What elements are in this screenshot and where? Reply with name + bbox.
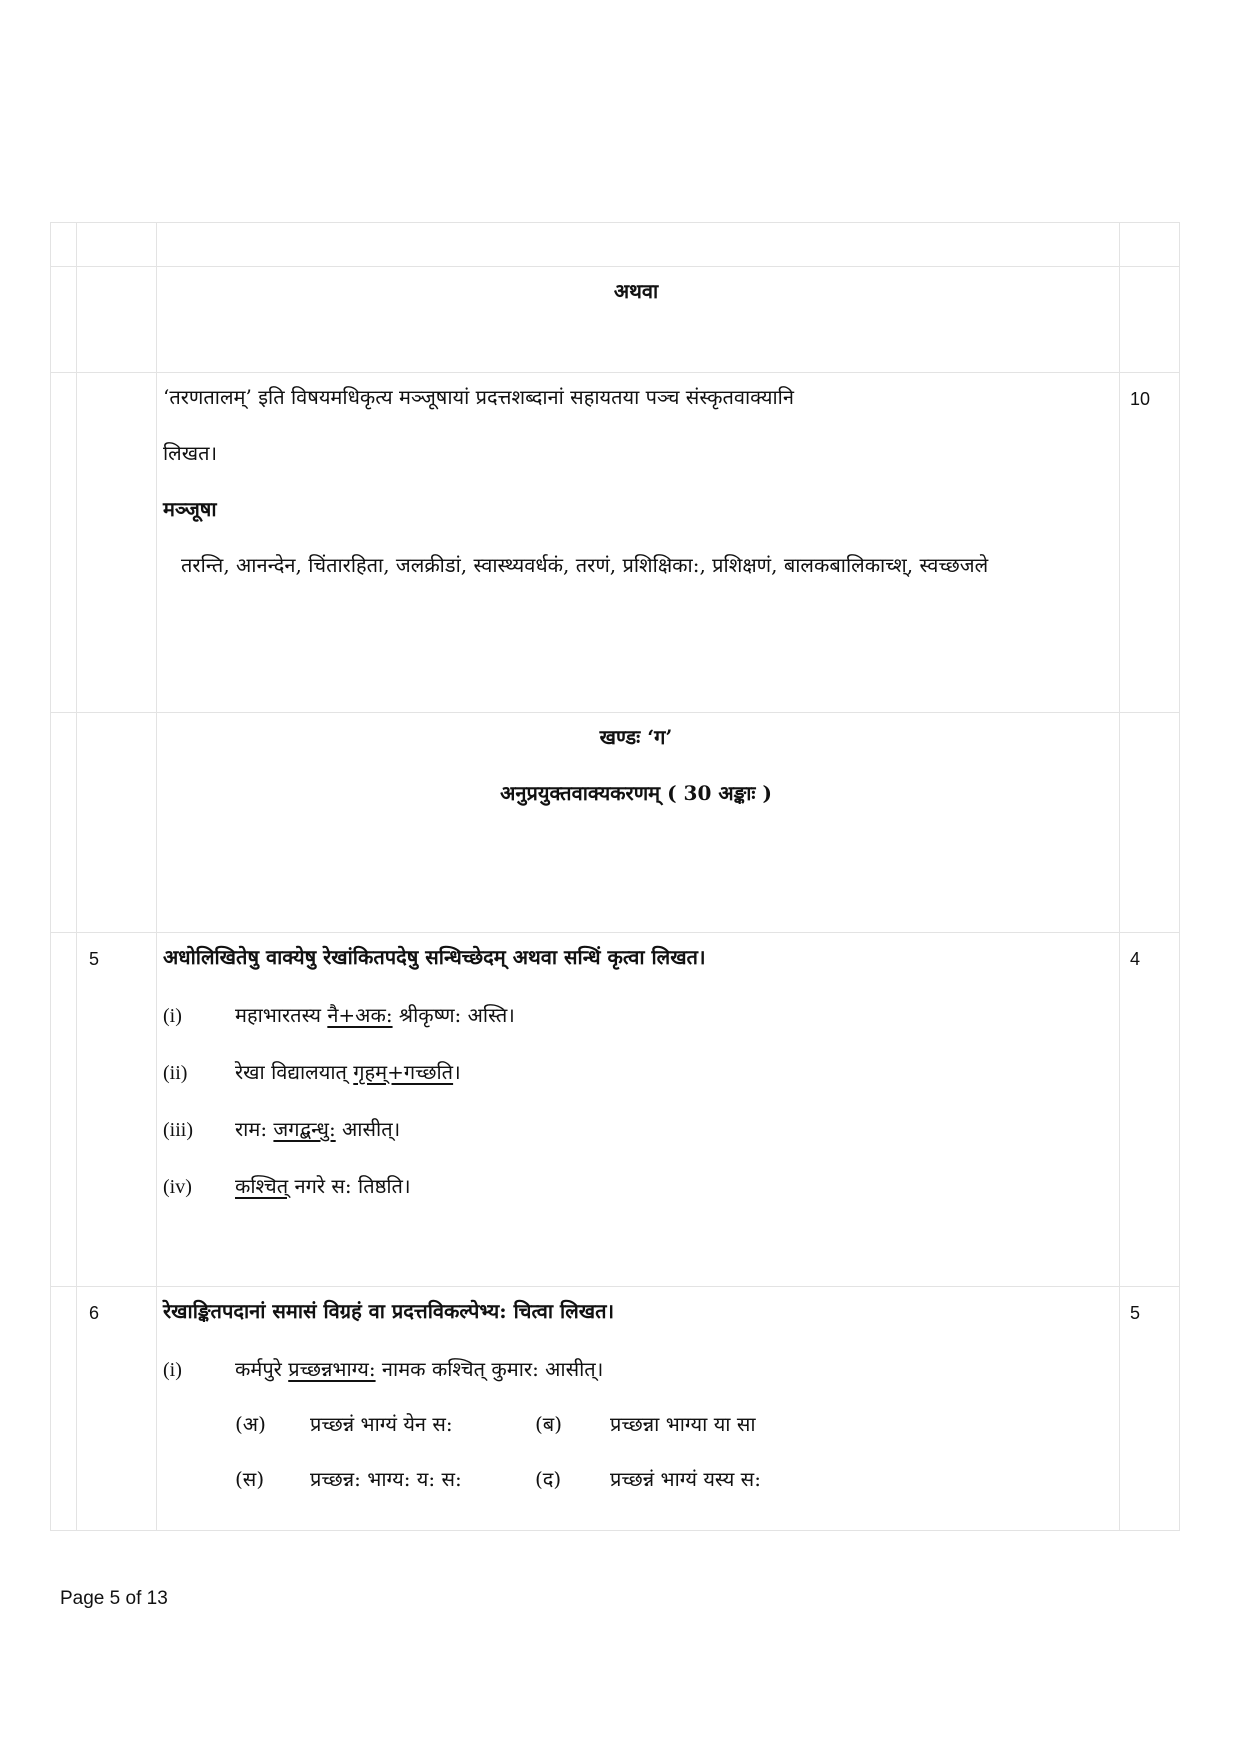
- q6-choices-row-2: [235, 1465, 1109, 1492]
- q5-item-3: (iii) राम: जगद्बन्धु: आसीत्।: [163, 1117, 401, 1141]
- q5-mark: 4: [1120, 933, 1180, 1287]
- q6-instruction: रेखाङ्कितपदानां समासं विग्रहं वा प्रदत्तविकल्पेभ्य: चित्वा लिखत।: [163, 1299, 615, 1323]
- section-subtitle: अनुप्रयुक्तवाक्यकरणम् ( 30 अङ्काः ): [500, 781, 772, 805]
- underlined-word: गृहम्+गच्छति: [353, 1060, 454, 1084]
- underlined-word: नै+अक:: [327, 1003, 393, 1027]
- or-heading: अथवा: [613, 279, 659, 303]
- choice-c: (स) प्रच्छन्न: भाग्य: य: स:: [235, 1467, 462, 1491]
- q5-row: [51, 933, 1180, 1287]
- choice-b: (ब) प्रच्छन्ना भाग्या या सा: [535, 1412, 756, 1436]
- underlined-word: जगद्बन्धु:: [273, 1117, 336, 1141]
- choice-a: (अ) प्रच्छन्नं भाग्यं येन स:: [235, 1412, 453, 1436]
- q5-item-2: (ii) रेखा विद्यालयात् गृहम्+गच्छति।: [163, 1060, 461, 1084]
- empty-row: [51, 223, 1180, 267]
- underlined-word: कश्चित्: [235, 1174, 289, 1198]
- essay-instruction: ‘तरणतालम्’ इति विषयमधिकृत्य मञ्जूषायां प्रदत्तशब्दानां सहायतया पञ्च संस्कृतवाक्यानि: [163, 385, 794, 409]
- q5-item-1: (i) महाभारतस्य नै+अक: श्रीकृष्ण: अस्ति।: [163, 1003, 515, 1027]
- q6-choices-row-1: [235, 1410, 1109, 1437]
- q6-row: [51, 1287, 1180, 1531]
- word-box-title: मञ्जूषा: [163, 497, 217, 521]
- q6-mark: 5: [1120, 1287, 1180, 1531]
- q5-number: 5: [77, 933, 157, 1287]
- underlined-word: प्रच्छन्नभाग्य:: [288, 1357, 376, 1381]
- q6-number: 6: [77, 1287, 157, 1531]
- or-row: [51, 267, 1180, 373]
- page-number: Page 5 of 13: [60, 1588, 168, 1609]
- essay-mark: 10: [1120, 373, 1180, 713]
- q5-instruction: अधोलिखितेषु वाक्येषु रेखांकितपदेषु सन्धिच्छेदम् अथवा सन्धिं कृत्वा लिखत।: [163, 945, 706, 969]
- question-table: [50, 222, 1180, 1531]
- q5-item-4: (iv) कश्चित् नगरे स: तिष्ठति।: [163, 1174, 411, 1198]
- choice-d: (द) प्रच्छन्नं भाग्यं यस्य स:: [535, 1467, 761, 1491]
- section-title: खण्डः ‘ग’: [599, 725, 673, 749]
- section-row: [51, 713, 1180, 933]
- q6-item-1: (i) कर्मपुरे प्रच्छन्नभाग्य: नामक कश्चित् कुमार: आसीत्।: [163, 1357, 604, 1381]
- essay-instruction-end: लिखत।: [163, 441, 218, 465]
- word-box-words: तरन्ति, आनन्देन, चिंतारहिता, जलक्रीडां, स्वास्थ्यवर्धकं, तरणं, प्रशिक्षिका:, प्रशिक्षणं, बालकबालिकाच्श्, स्वच्छजले: [181, 553, 989, 577]
- essay-row: [51, 373, 1180, 713]
